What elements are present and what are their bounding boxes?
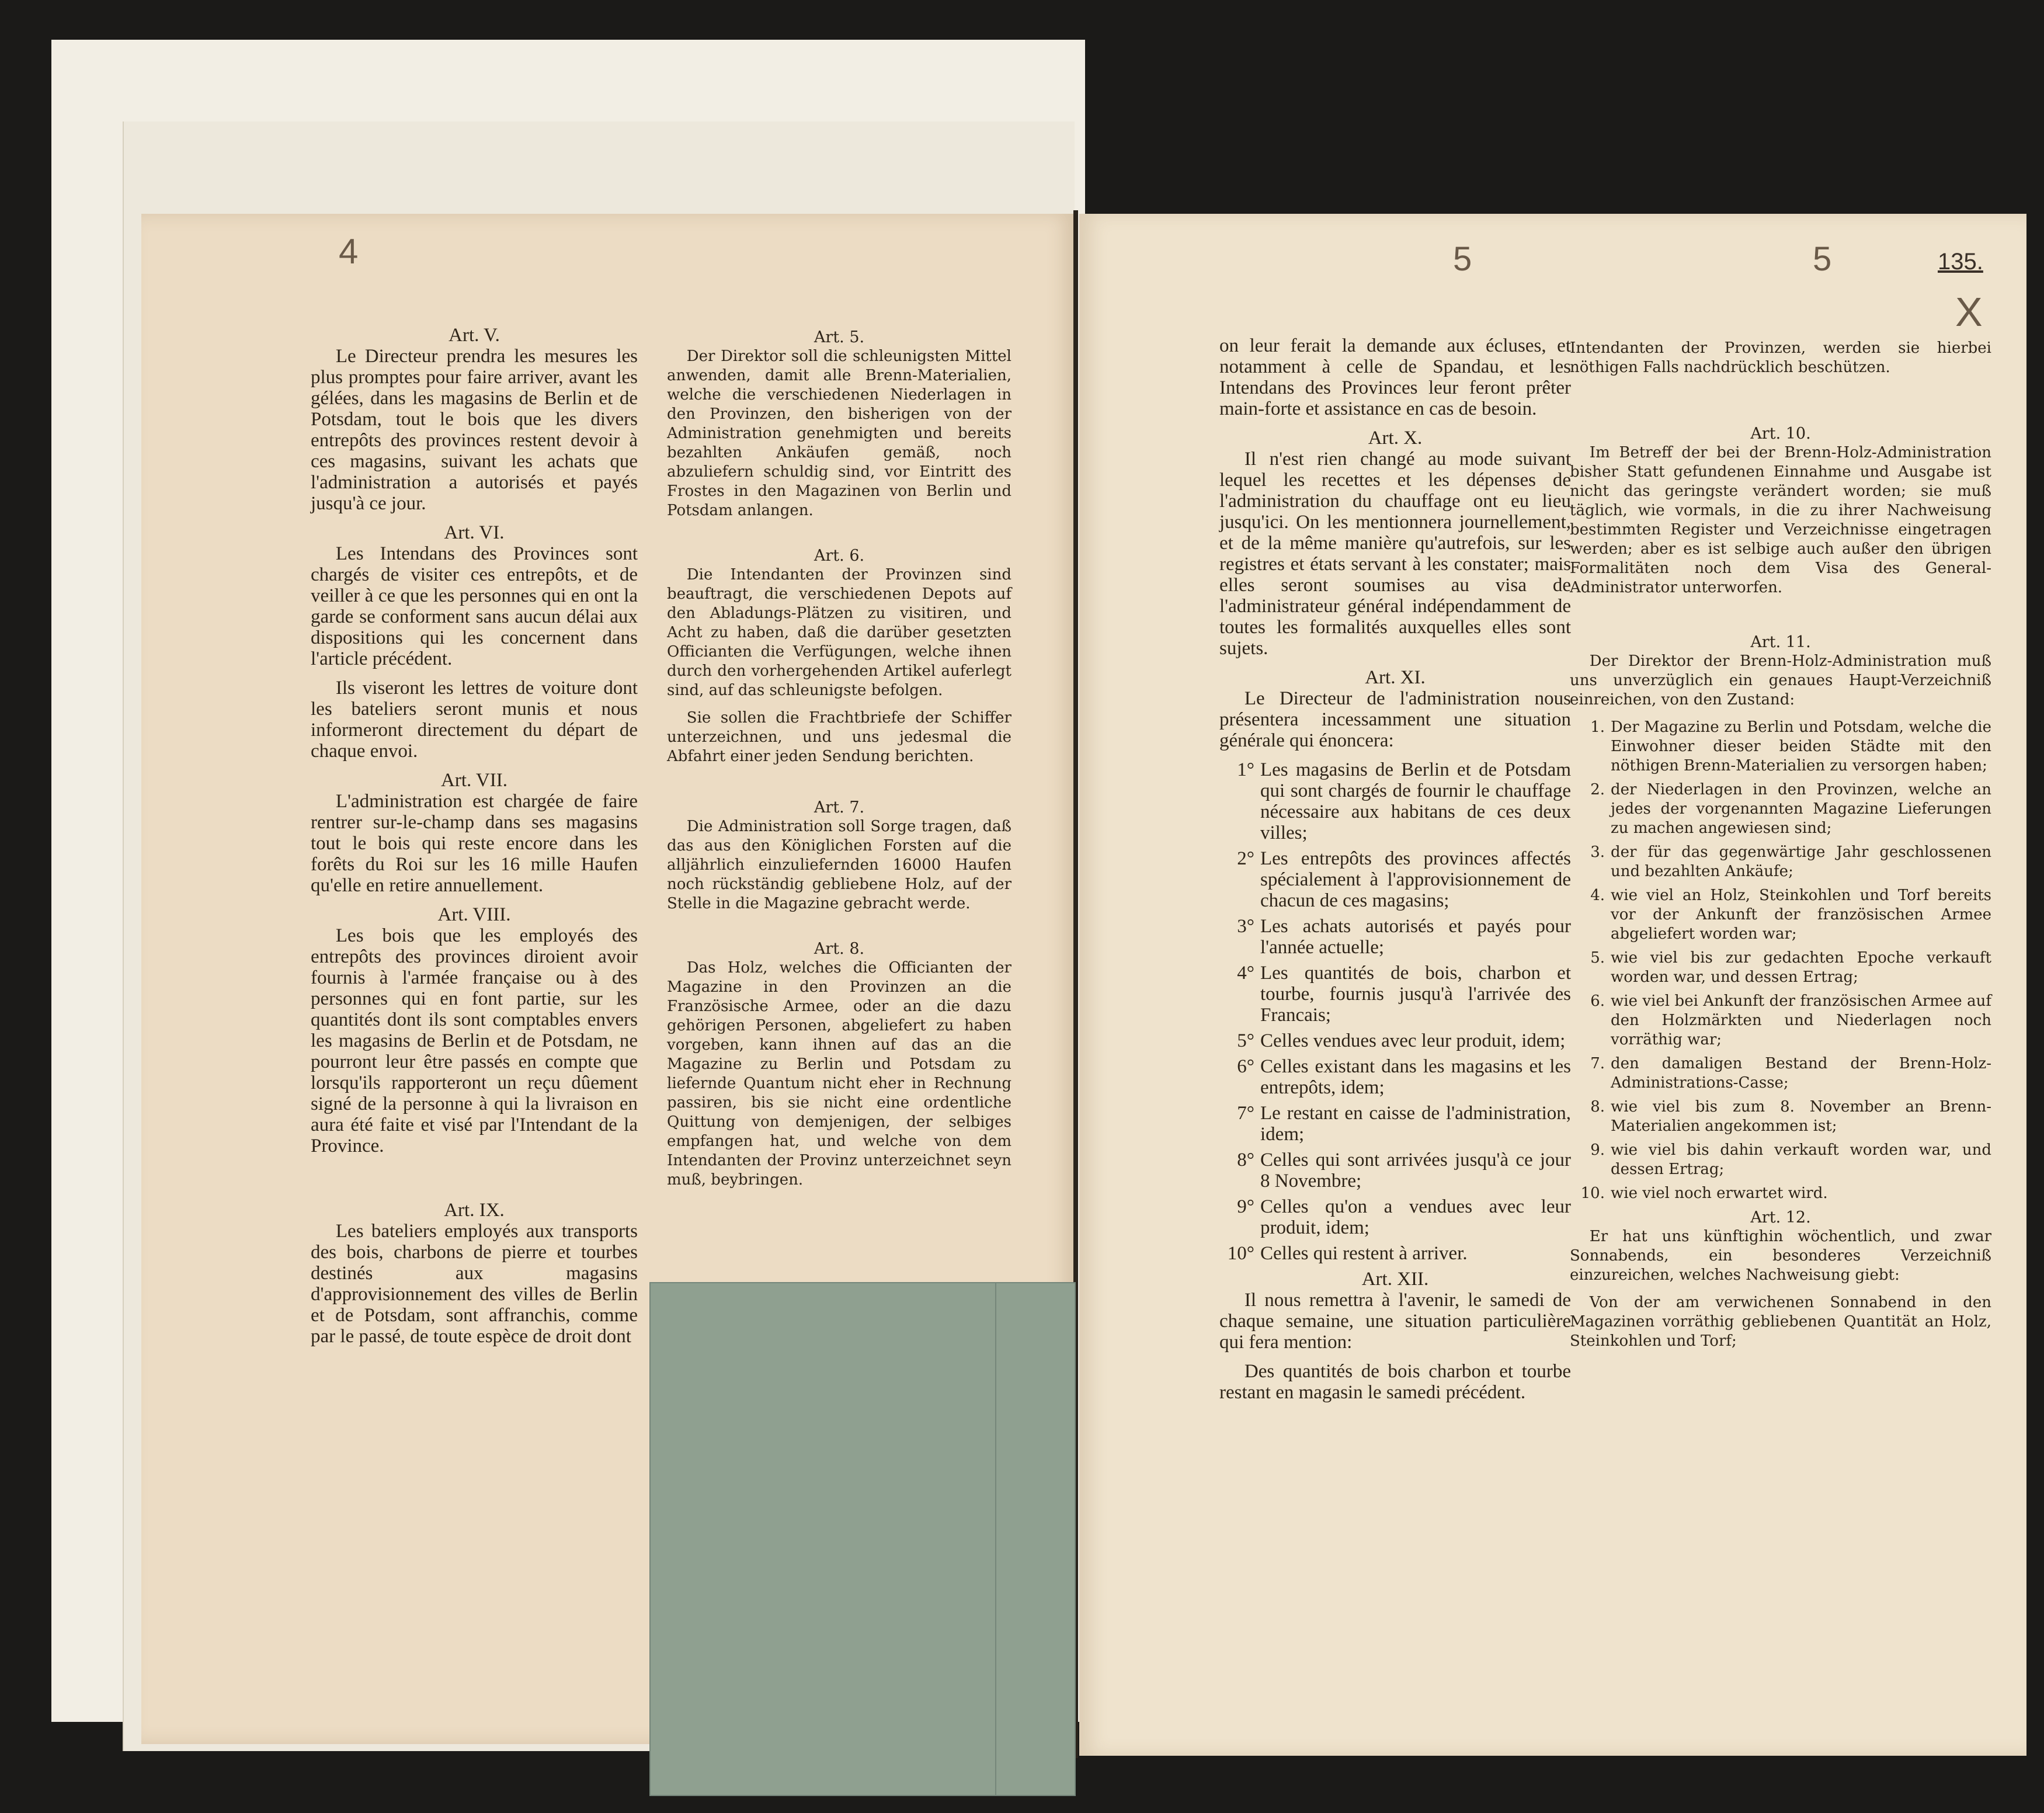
de-list-number: 4. [1590,887,1605,904]
fr-article-head: Art. VIII. [437,904,511,925]
fr-article-head: Art. V. [449,325,500,346]
fr-list-text: Les achats autorisés et payés pour l'année actuelle; [1260,916,1571,958]
green-paper-slip [649,1282,1076,1796]
left-german-column [667,328,1011,1215]
fr-article-head: Art. VII. [441,770,507,791]
de-article-head: Art. 5. [814,328,865,346]
fr-list-text: Les quantités de bois, charbon et tourbe, fournis jusqu'à l'arrivée des Francais; [1260,963,1571,1026]
fr-list-number: 10° [1227,1243,1254,1264]
fr-list-item [1219,1056,1571,1098]
fr-article-head: Art. IX. [444,1200,505,1221]
article-spacer [667,529,1011,546]
de-list-item [1570,949,1991,987]
slip-fold [995,1283,996,1795]
de-list-number: 1. [1590,718,1605,736]
de-article-text: Der Direktor soll die schleunigsten Mittel anwenden, damit alle Brenn-Materialien, welche die verschiedenen Niederlagen in den Provinzen, den bisherigen von der Administration genehmigten und bereits bezahlten Ankäufen gemäß, noch abzuliefern schuldig sind, vor Eintritt des Frostes in den Magazinen von Berlin und Potsdam anlangen. [667,348,1011,519]
right-page [1079,214,2026,1756]
de-list-text: wie viel noch erwartet wird. [1611,1185,1828,1202]
de-list-item [1570,843,1991,881]
de-list-number: 6. [1590,992,1605,1010]
de-art12: Er hat uns künftighin wöchentlich, und zwar Sonnabends, ein besonderes Verzeichniß einzureichen, welches Nachweisung giebt: [1570,1228,1991,1284]
fr-list-item [1219,1030,1571,1051]
de-article-head: Art. 6. [814,547,865,565]
de-article-head: Art. 8. [814,940,865,958]
fr-art12: Il nous remettra à l'avenir, le samedi de chaque semaine, une situation particulière qui fera mention: [1219,1290,1571,1353]
pencil-mark-right-2: 5 [1813,240,1832,278]
de-article-text: Das Holz, welches die Officianten der Magazine in den Provinzen an die Französische Armee, oder an die dazu gehörigen Personen, abgeliefert zu haben vorgeben, kann ihnen auf das an die Magazine zu Berlin und Potsdam zu liefernde Quantum nicht eher in Rechnung passiren, bis sie nicht eine ordentliche Quittung von demjenigen, der selbiges empfangen hat, und welche von dem Intendanten der Provinz unterzeichnet seyn muß, beybringen. [667,959,1011,1189]
de-list-item [1570,1184,1991,1203]
de-list-text: den damaligen Bestand der Brenn-Holz-Administrations-Casse; [1611,1055,1991,1092]
de-list-number: 3. [1590,843,1605,861]
de-art11-head: Art. 11. [1750,633,1811,651]
de-list-item [1570,718,1991,776]
fr-list-text: Celles qu'on a vendues avec leur produit, idem; [1260,1196,1571,1238]
fr-list-text: Celles existant dans les magasins et les entrepôts, idem; [1260,1056,1571,1098]
fr-list-number: 2° [1237,848,1254,869]
de-intro: Intendanten der Provinzen, werden sie hierbei nöthigen Falls nachdrücklich beschützen. [1570,339,1991,376]
fr-article-text: Ils viseront les lettres de voiture dont les bateliers seront munis et nous informeront directement du départ de chaque envoi. [311,678,638,762]
pencil-mark-corner: X [1955,289,1983,335]
fr-article-text: L'administration est chargée de faire rentrer sur-le-champ dans ses magasins tout le bois qui reste encore dans les forêts du Roi sur les 16 mille Haufen qu'elle en retire annuellement. [311,791,638,896]
fr-list-number: 9° [1237,1196,1254,1217]
fr-art12-b: Des quantités de bois charbon et tourbe restant en magasin le samedi précédent. [1219,1361,1571,1403]
de-list-number: 2. [1590,781,1605,798]
de-list-item [1570,1054,1991,1093]
article-spacer [667,774,1011,798]
fr-list-number: 6° [1237,1056,1254,1077]
fr-list-text: Celles qui restent à arriver. [1260,1243,1468,1264]
de-list-item [1570,886,1991,944]
fr-article-head: Art. VI. [444,522,505,543]
fr-list-text: Les magasins de Berlin et de Potsdam qui sont chargés de fournir le chauffage nécessaire aux habitans de ces deux villes; [1260,759,1571,843]
fr-art11: Le Directeur de l'administration nous présentera incessamment une situation générale qui énoncera: [1219,688,1571,751]
article-spacer [667,1198,1011,1215]
fr-article-text: Les Intendans des Provinces sont chargés de visiter ces entrepôts, et de veiller à ce que les personnes qui en ont la garde se conforment sans aucun délai aux dispositions qui les concernent dans l'article précédent. [311,543,638,669]
de-list-text: wie viel bei Ankunft der französischen Armee auf den Holzmärkten und Niederlagen noch vorräthig war; [1611,992,1991,1048]
de-list-number: 5. [1590,949,1605,967]
fr-list-item [1219,848,1571,911]
fr-list-item [1219,916,1571,958]
de-list-text: der Niederlagen in den Provinzen, welche an jedes der vorgenannten Magazine Lieferungen zu machen angewiesen sind; [1611,781,1991,837]
fr-art12-head: Art. XII. [1361,1269,1429,1290]
fr-intro: on leur ferait la demande aux écluses, et notamment à celle de Spandau, et les Intendans des Provinces leur feront prêter main-forte et assistance en cas de besoin. [1219,335,1571,419]
fr-list-item [1219,759,1571,843]
folio-number: 135. [1938,249,1983,275]
fr-list-number: 3° [1237,916,1254,937]
de-article-head: Art. 7. [814,798,865,817]
fr-list-number: 5° [1237,1030,1254,1051]
de-list-number: 8. [1590,1098,1605,1116]
de-list-text: wie viel bis dahin verkauft worden war, und dessen Ertrag; [1611,1141,1991,1178]
de-article-text: Sie sollen die Frachtbriefe der Schiffer unterzeichnen, und uns jedesmal die Abfahrt einer jeden Sendung berichten. [667,709,1011,765]
pencil-mark-right: 5 [1453,240,1472,278]
fr-art11-head: Art. XI. [1365,667,1426,688]
right-german-column [1570,339,1991,1359]
fr-list-number: 4° [1237,963,1254,984]
fr-list-number: 1° [1237,759,1254,780]
de-list-item [1570,1097,1991,1136]
de-art10: Im Betreff der bei der Brenn-Holz-Administration bisher Statt gefundenen Einnahme und Ausgabe ist nicht das geringste verändert worden; sie muß täglich, wie vormals, in die zu ihrer Nachweisung bestimmten Register und Verzeichnisse eingetragen werden; aber es ist selbige auch außer den übrigen Formalitäten noch dem Visa des General-Administrator unterworfen. [1570,444,1991,596]
de-art11: Der Direktor der Brenn-Holz-Administration muß uns unverzüglich ein genaues Haupt-Verzeichniß einreichen, von den Zustand: [1570,652,1991,708]
de-list-text: Der Magazine zu Berlin und Potsdam, welche die Einwohner dieser beiden Städte mit den nöthigen Brenn-Materialien zu versorgen haben; [1611,718,1991,774]
fr-list-number: 8° [1237,1149,1254,1171]
de-list-item [1570,780,1991,838]
de-list-text: wie viel bis zum 8. November an Brenn-Materialien angekommen ist; [1611,1098,1991,1135]
fr-list-text: Le restant en caisse de l'administration, idem; [1260,1103,1571,1145]
fr-list-text: Celles vendues avec leur produit, idem; [1260,1030,1566,1051]
fr-article-text: Les bois que les employés des entrepôts des provinces diroient avoir fournis à l'armée française ou à des personnes qui en font partie, sur les quantités dont ils sont comptables envers les magasins de Berlin et de Potsdam, ne pourront leur être passés en compte que lorsqu'ils rapporteront un reçu dûement signé de la personne à qui la livraison en aura été faite et visé par l'Intendant de la Province. [311,925,638,1156]
article-spacer [667,922,1011,939]
fr-list-item [1219,963,1571,1026]
fr-art10-head: Art. X. [1368,428,1423,449]
fr-art10: Il n'est rien changé au mode suivant lequel les recettes et les dépenses de l'administration du chauffage ont eu lieu jusqu'ici. On les mentionnera journellement, et de la même manière qu'autrefois, sur les registres et états servant à les constater; mais elles seront soumises au visa de l'administrateur général indépendamment de toutes les formalités auxquelles elles sont sujets. [1219,449,1571,659]
de-list-number: 9. [1590,1141,1605,1159]
fr-list-item [1219,1196,1571,1238]
right-french-column [1219,335,1571,1411]
left-french-column [311,325,638,1355]
de-list-text: wie viel an Holz, Steinkohlen und Torf bereits vor der Ankunft der französischen Armee abgeliefert worden war; [1611,887,1991,943]
fr-list-item [1219,1103,1571,1145]
de-list-number: 7. [1590,1055,1605,1072]
fr-article-text: Le Directeur prendra les mesures les plus promptes pour faire arriver, avant les gélées, dans les magasins de Berlin et de Potsdam, tout le bois que les divers entrepôts des provinces restent devoir à ces magasins, suivant les achats que l'administration a autorisés et payés jusqu'à ce jour. [311,346,638,514]
fr-list-text: Les entrepôts des provinces affectés spécialement à l'approvisionnement de chacun de ces magasins; [1260,848,1571,911]
de-list-text: der für das gegenwärtige Jahr geschlossenen und bezahlten Ankäufe; [1611,843,1991,880]
de-list-item [1570,992,1991,1050]
de-list-item [1570,1141,1991,1179]
fr-list-item [1219,1149,1571,1192]
pencil-mark-left: 4 [339,232,359,271]
fr-list-text: Celles qui sont arrivées jusqu'à ce jour 8 Novembre; [1260,1149,1571,1192]
fr-list-item [1219,1243,1571,1264]
de-art12-head: Art. 12. [1750,1208,1811,1227]
fr-list [1219,759,1571,1264]
fr-article-text: Les bateliers employés aux transports des bois, charbons de pierre et tourbes destinés aux magasins d'approvisionnement des villes de Berlin et de Potsdam, sont affranchis, comme par le passé, de toute espèce de droit dont [311,1221,638,1347]
article-spacer [311,1165,638,1200]
de-article-text: Die Administration soll Sorge tragen, daß das aus den Königlichen Forsten auf die alljährlich einzuliefernden 16000 Haufen noch rückständig gebliebene Holz, auf der Stelle in die Magazine gebracht werde. [667,818,1011,912]
de-article-text: Die Intendanten der Provinzen sind beauftragt, die verschiedenen Depots auf den Abladungs-Plätzen zu visitiren, und Acht zu haben, daß die darüber gesetzten Officianten die Verfügungen, welche ihnen durch den vorhergehenden Artikel auferlegt sind, auf das schleunigste befolgen. [667,566,1011,699]
de-art12-b: Von der am verwichenen Sonnabend in den Magazinen vorräthig gebliebenen Quantität an Holz, Steinkohlen und Torf; [1570,1294,1991,1350]
fr-list-number: 7° [1237,1103,1254,1124]
de-list-text: wie viel bis zur gedachten Epoche verkauft worden war, und dessen Ertrag; [1611,949,1991,986]
de-list-number: 10. [1580,1185,1605,1202]
de-list [1570,718,1991,1203]
de-art10-head: Art. 10. [1750,425,1811,443]
